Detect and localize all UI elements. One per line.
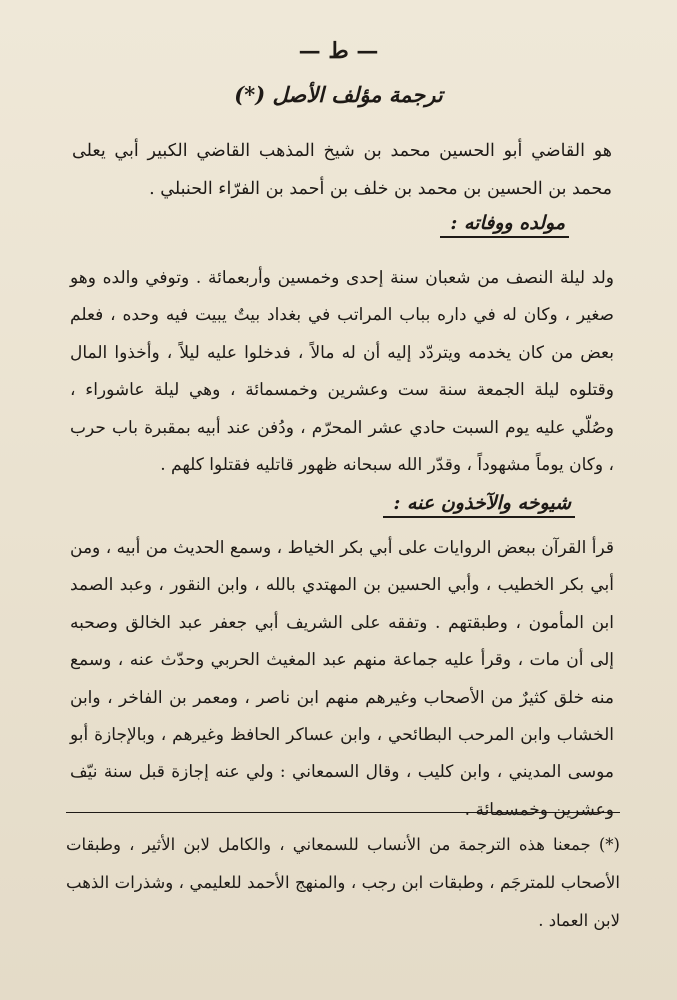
teachers-heading-text: شيوخه والآخذون عنه : (383, 492, 575, 518)
footnote-divider (66, 812, 620, 813)
teachers-section-paragraph: قرأ القرآن ببعض الروايات على أبي بكر الخياط ، وسمع الحديث من أبيه ، ومن أبي بكر الخطيب ، وأبي الحسين بن المهتدي بالله ، وابن النقور ، وعبد الصمد ابن المأمون ، وطبقتهم . وتفقه على الشريف أبي جعفر عبد الخالق وصحبه إلى أن مات ، وقرأ عليه جماعة منهم عبد المغيث الحربي وحدّث عنه ، وسمع منه خلق كثيرٌ من الأصحاب وغيرهم منهم ابن ناصر ، ومعمر بن الفاخر ، وابن الخشاب وابن المرحب البطائحي ، وابن عساكر الحافظ وغيرهم ، وبالإجازة أبو موسى المديني ، وابن كليب ، وقال السمعاني : ولي عنه إجازة قبل سنة نيّف وعشرين وخمسمائة . (70, 538, 614, 820)
birth-section-heading (440, 212, 569, 238)
birth-heading-text: مولده ووفاته : (440, 212, 569, 238)
intro-paragraph: هو القاضي أبو الحسين محمد بن شيخ المذهب القاضي الكبير أبي يعلى محمد بن الحسين بن محمد بن خلف بن أحمد بن الفرّاء الحنبلي . (72, 141, 612, 199)
teachers-section-heading (383, 492, 575, 518)
birth-section-paragraph: ولد ليلة النصف من شعبان سنة إحدى وخمسين وأربعمائة . وتوفي والده وهو صغير ، وكان له في داره بباب المراتب في بغداد بيتٌ يبيت فيه وحده ، فعلم بعض من كان يخدمه ويتردّد إليه أن له مالاً ، فدخلوا عليه ليلاً ، وأخذوا المال وقتلوه ليلة الجمعة سنة ست وعشرين وخمسمائة ، وهي ليلة عاشوراء ، وصُلّي عليه يوم السبت حادي عشر المحرّم ، ودُفن عند أبيه بمقبرة باب حرب ، وكان يوماً مشهوداً ، وقدّر الله سبحانه ظهور قاتليه فقتلوا كلهم . (70, 268, 614, 476)
footnote: (*) جمعنا هذه الترجمة من الأنساب للسمعاني ، والكامل لابن الأثير ، وطبقات الأصحاب للمترجَم ، وطبقات ابن رجب ، والمنهج الأحمد للعليمي ، وشذرات الذهب لابن العماد . (66, 835, 620, 930)
page-number: — ط — (298, 38, 379, 64)
page-title: ترجمة مؤلف الأصل (*) (234, 82, 443, 107)
